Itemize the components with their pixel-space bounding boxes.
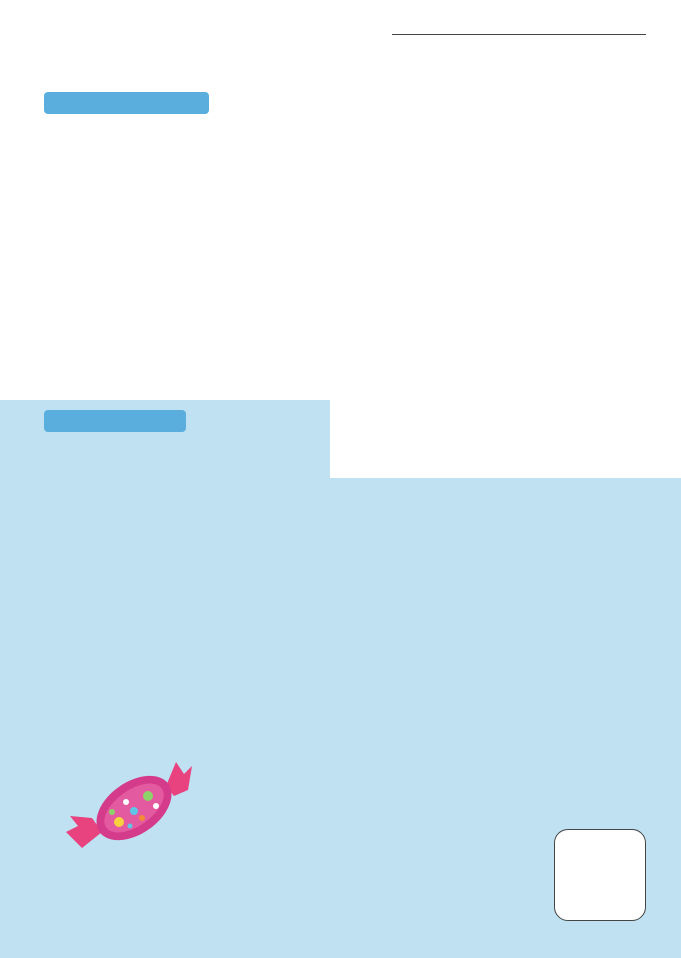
reward-sticker-box <box>554 829 646 921</box>
candy-icon <box>64 756 194 866</box>
title-rule <box>392 34 646 35</box>
section-header-food <box>44 410 186 432</box>
white-notch <box>330 398 681 478</box>
section-header-shop <box>44 92 209 114</box>
